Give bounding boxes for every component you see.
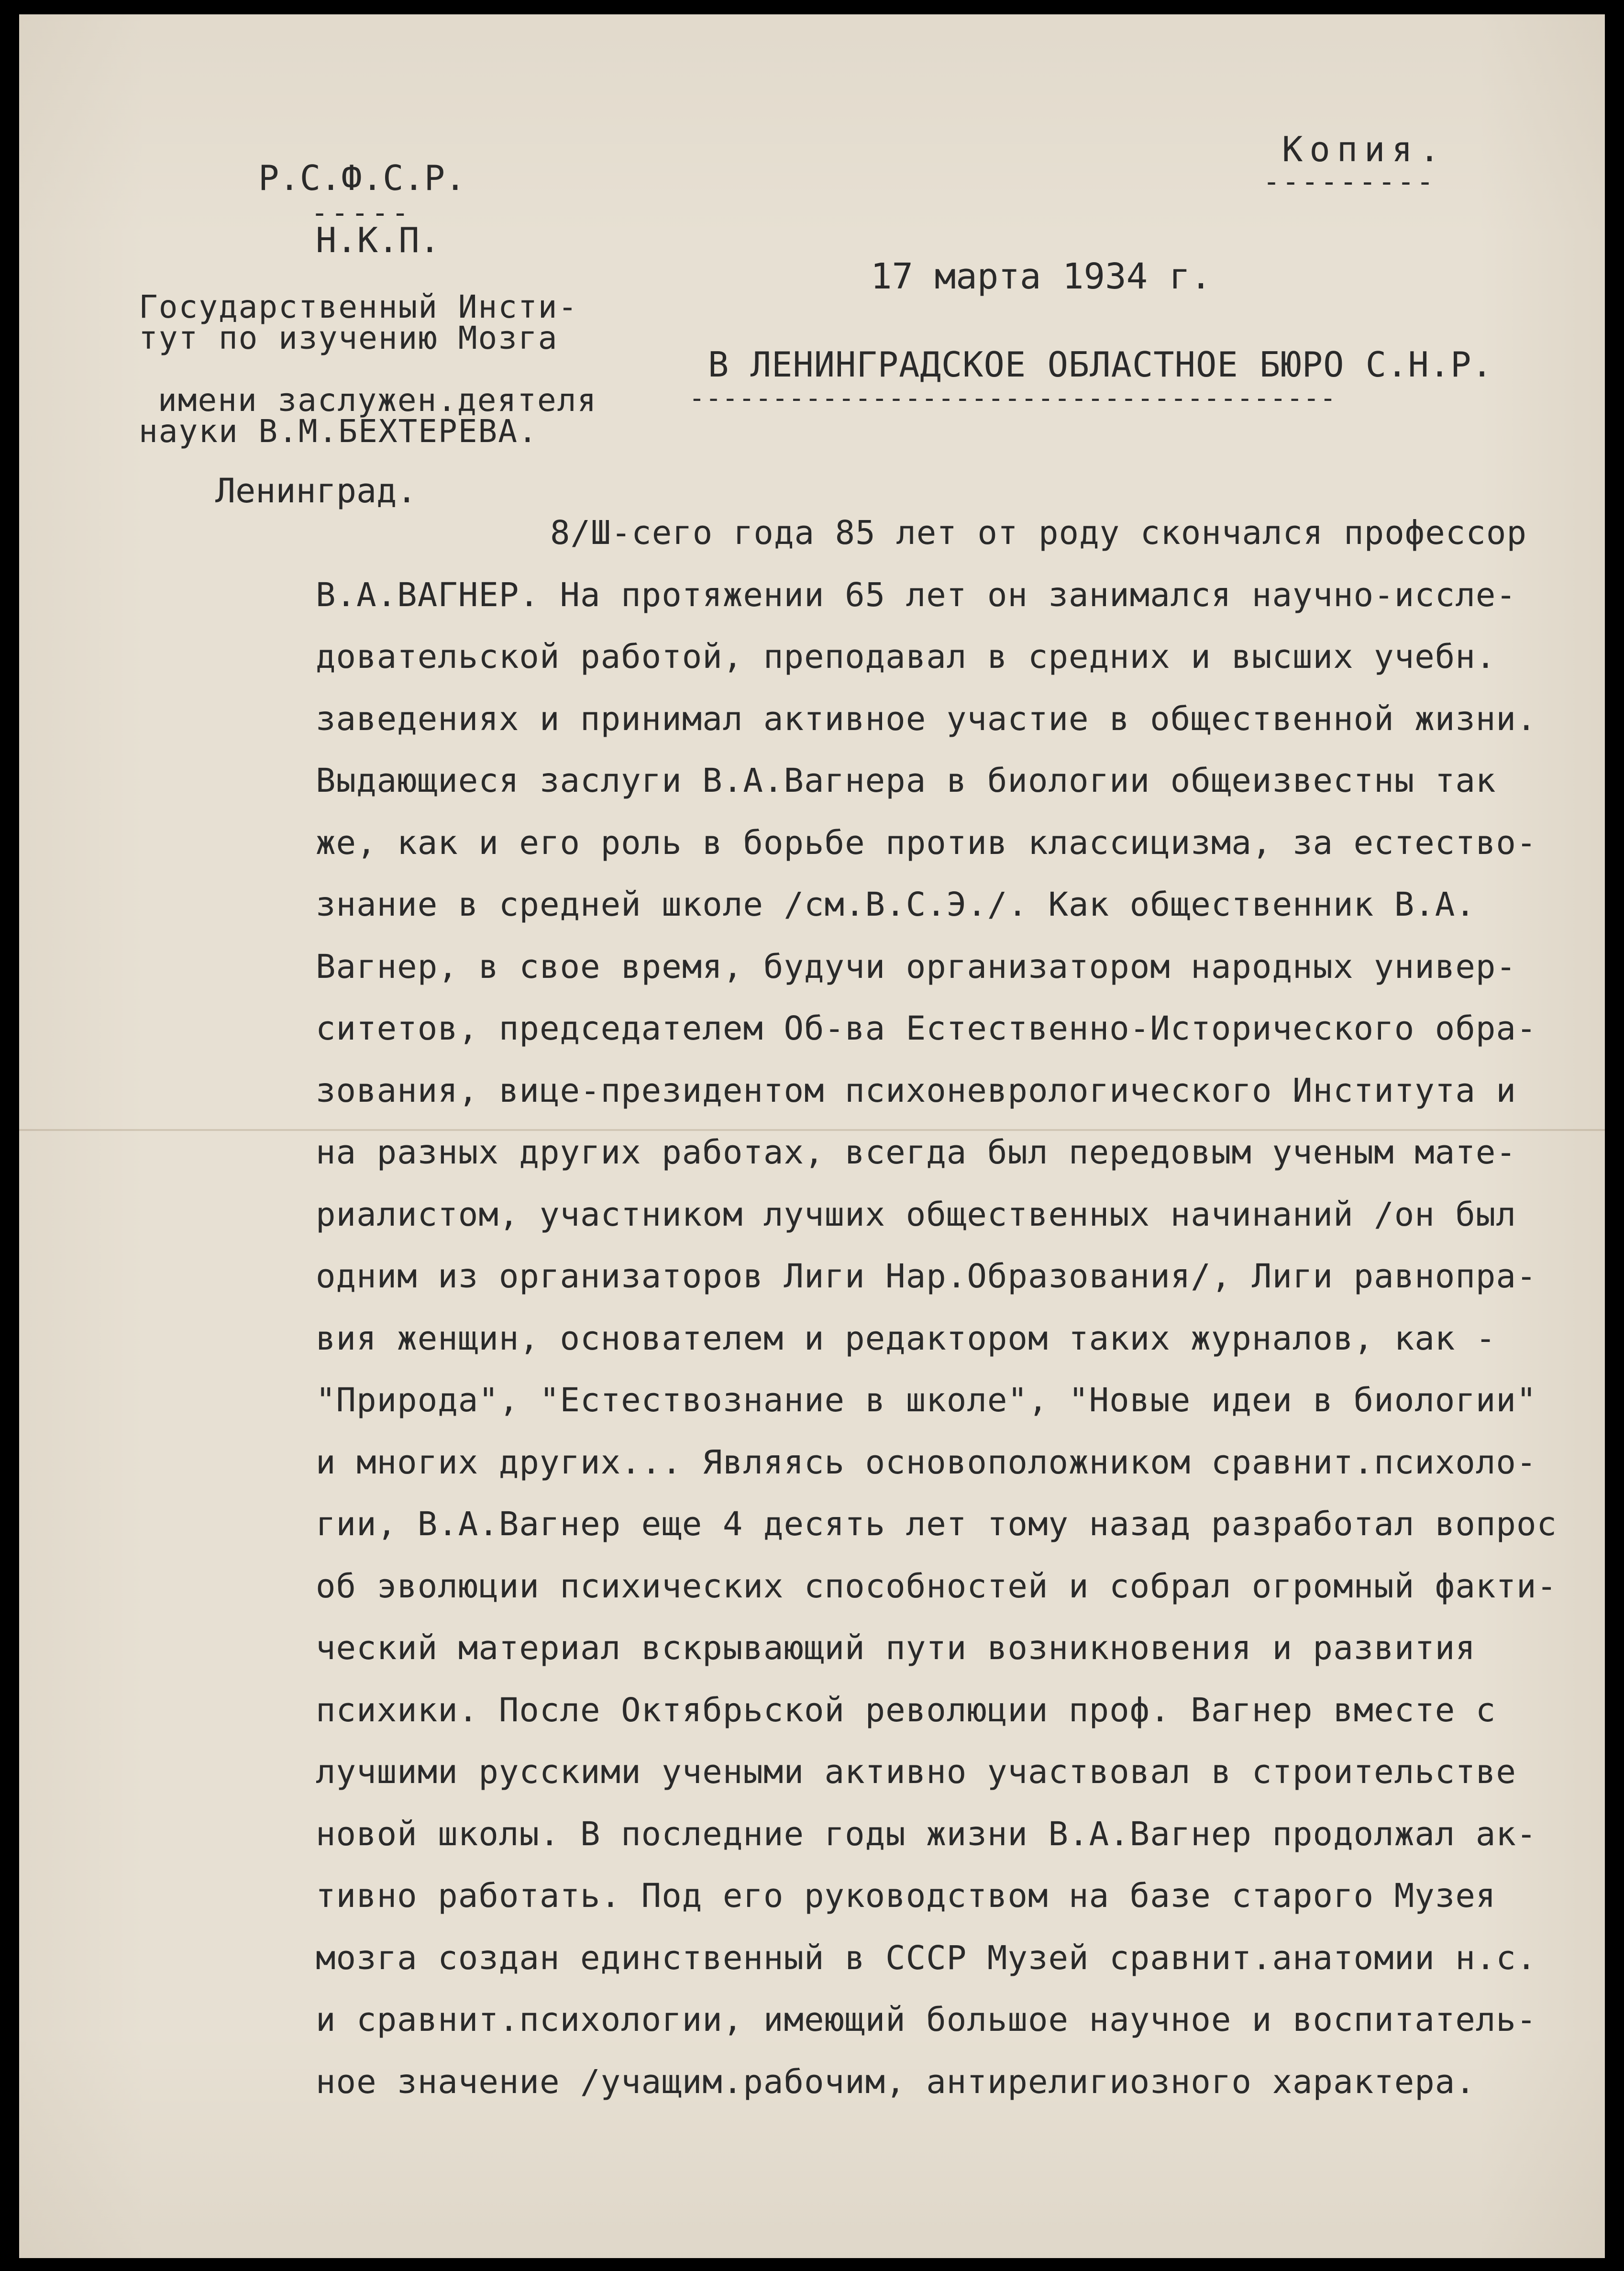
body-line: и сравнит.психологии, имеющий большое научное и воспитатель- [316, 2001, 1537, 2039]
copy-mark-underline: --------- [1263, 165, 1436, 199]
body-line: знание в средней школе /см.В.С.Э./. Как общественник В.А. [316, 886, 1476, 924]
body-line: Вагнер, в свое время, будучи организатором народных универ- [316, 947, 1516, 986]
body-line: и многих других... Являясь основоположником сравнит.психоло- [316, 1443, 1537, 1482]
body-line: психики. После Октябрьской революции проф. Вагнер вместе с [316, 1691, 1496, 1729]
body-line: "Природа", "Естествознание в школе", "Новые идеи в биологии" [316, 1381, 1537, 1419]
body-line: зования, вице-президентом психоневрологического Института и [316, 1071, 1516, 1110]
body-line: заведениях и принимал активное участие в общественной жизни. [316, 699, 1537, 738]
body-line: одним из организаторов Лиги Нар.Образования/, Лиги равнопра- [316, 1257, 1537, 1296]
copy-mark: Копия. [1282, 129, 1447, 169]
letter-body [316, 502, 1617, 2113]
body-line: новой школы. В последние годы жизни В.А.Вагнер продолжал ак- [316, 1815, 1537, 1853]
institute-name-line-3: имени заслужен.деятеля [158, 382, 597, 419]
addressee: В ЛЕНИНГРАДСКОЕ ОБЛАСТНОЕ БЮРО С.Н.Р. [708, 344, 1493, 385]
institute-name-line-1: Государственный Инсти- [139, 288, 578, 325]
body-line: на разных других работах, всегда был передовым ученым мате- [316, 1133, 1516, 1172]
body-line: риалистом, участником лучших общественных начинаний /он был [316, 1195, 1516, 1234]
body-line: тивно работать. Под его руководством на базе старого Музея [316, 1877, 1496, 1915]
republic-heading: Р.С.Ф.С.Р. [258, 158, 466, 198]
body-line: же, как и его роль в борьбе против классицизма, за естество- [316, 823, 1537, 862]
body-line: Выдающиеся заслуги В.А.Вагнера в биологии общеизвестны так [316, 762, 1496, 800]
city-name: Ленинград. [215, 471, 417, 510]
body-line: 8/Ш-сего года 85 лет от роду скончался профессор [550, 514, 1527, 552]
body-line: мозга создан единственный в СССР Музей сравнит.анатомии н.с. [316, 1939, 1537, 1977]
body-line: В.А.ВАГНЕР. На протяжении 65 лет он занимался научно-иссле- [316, 576, 1516, 614]
body-line: об эволюции психических способностей и собрал огромный факти- [316, 1567, 1558, 1606]
letter-date: 17 марта 1934 г. [871, 256, 1212, 297]
commissariat-heading: Н.К.П. [316, 220, 441, 260]
body-line: лучшими русскими учеными активно участвовал в строительстве [316, 1753, 1516, 1791]
body-line: вия женщин, основателем и редактором таких журналов, как - [316, 1319, 1496, 1358]
institute-name-line-4: науки В.М.БЕХТЕРЕВА. [139, 413, 538, 450]
body-line: гии, В.А.Вагнер еще 4 десять лет тому назад разработал вопрос [316, 1505, 1558, 1543]
body-line: ситетов, председателем Об-ва Естественно-Исторического обра- [316, 1009, 1537, 1048]
addressee-underline: --------------------------------------- [689, 383, 1337, 414]
body-line: довательской работой, преподавал в средних и высших учебн. [316, 638, 1496, 676]
body-line: ческий материал вскрывающий пути возникновения и развития [316, 1629, 1476, 1667]
republic-underline: ----- [311, 196, 412, 230]
body-line: ное значение /учащим.рабочим, антирелигиозного характера. [316, 2062, 1476, 2101]
document-page [19, 14, 1605, 2258]
institute-name-line-2: тут по изучению Мозга [139, 320, 558, 356]
